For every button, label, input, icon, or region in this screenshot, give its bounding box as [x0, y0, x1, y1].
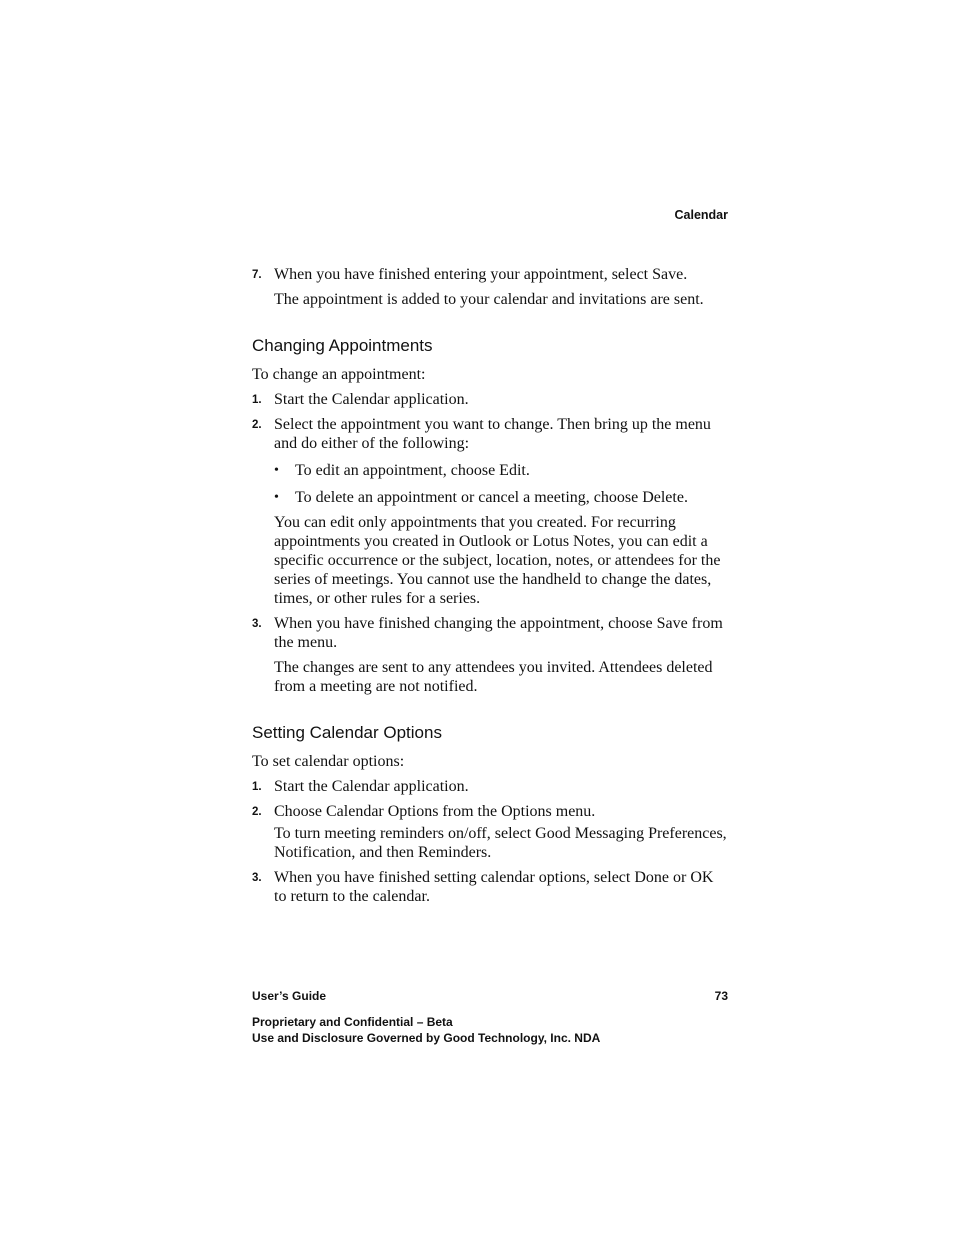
bullet-item	[252, 488, 728, 507]
section-heading-changing: Changing Appointments	[252, 336, 433, 355]
save-note: The changes are sent to any attendees you invited. Attendees deleted from a meeting are not notified.	[274, 659, 713, 695]
changing-step-3	[252, 614, 728, 652]
edit-note: You can edit only appointments that you created. For recurring appointments you created in Outlook or Lotus Notes, you can edit a specific occurrence or the subject, location, notes, or attendees for the series of meetings. You cannot use the handheld to change the dates, times, or other rules for a series.	[274, 514, 721, 607]
running-head: Calendar	[674, 208, 728, 222]
footer-confidential: Proprietary and Confidential – Beta	[252, 1015, 453, 1029]
page-body	[252, 264, 728, 906]
step-text: When you have finished setting calendar options, select Done or OK to return to the calendar.	[274, 869, 714, 905]
bullet-icon: •	[274, 463, 279, 478]
changing-step-2	[252, 415, 728, 453]
bullet-text: To edit an appointment, choose Edit.	[295, 462, 530, 479]
footer-guide-title: User’s Guide	[252, 989, 327, 1003]
options-step-1	[252, 777, 728, 796]
step-7	[252, 265, 728, 284]
options-step-3	[252, 868, 728, 906]
options-intro: To set calendar options:	[252, 753, 405, 770]
step-text: Select the appointment you want to change. Then bring up the menu and do either of the following:	[274, 416, 711, 452]
step-number: 1.	[252, 781, 262, 793]
section-heading-options: Setting Calendar Options	[252, 723, 442, 742]
bullet-text: To delete an appointment or cancel a meeting, choose Delete.	[295, 489, 688, 506]
step-text: Start the Calendar application.	[274, 391, 469, 408]
step-number: 7.	[252, 269, 262, 281]
step-text: Choose Calendar Options from the Options menu.	[274, 803, 596, 820]
step-number: 2.	[252, 419, 262, 431]
footer-nda: Use and Disclosure Governed by Good Technology, Inc. NDA	[252, 1031, 601, 1045]
changing-step-1	[252, 390, 728, 409]
bullet-item	[252, 461, 728, 480]
step-text: Start the Calendar application.	[274, 778, 469, 795]
changing-intro: To change an appointment:	[252, 366, 426, 383]
step-text: When you have finished changing the appointment, choose Save from the menu.	[274, 615, 723, 651]
options-step-2	[252, 802, 728, 821]
step-text: When you have finished entering your appointment, select Save.	[274, 266, 688, 283]
bullet-icon: •	[274, 490, 279, 505]
step-number: 3.	[252, 618, 262, 630]
step-number: 1.	[252, 394, 262, 406]
step-number: 2.	[252, 806, 262, 818]
step-7-note: The appointment is added to your calendar and invitations are sent.	[274, 291, 704, 308]
reminder-note: To turn meeting reminders on/off, select Good Messaging Preferences, Notification, and then Reminders.	[274, 825, 727, 861]
step-number: 3.	[252, 872, 262, 884]
page-number: 73	[714, 989, 728, 1003]
